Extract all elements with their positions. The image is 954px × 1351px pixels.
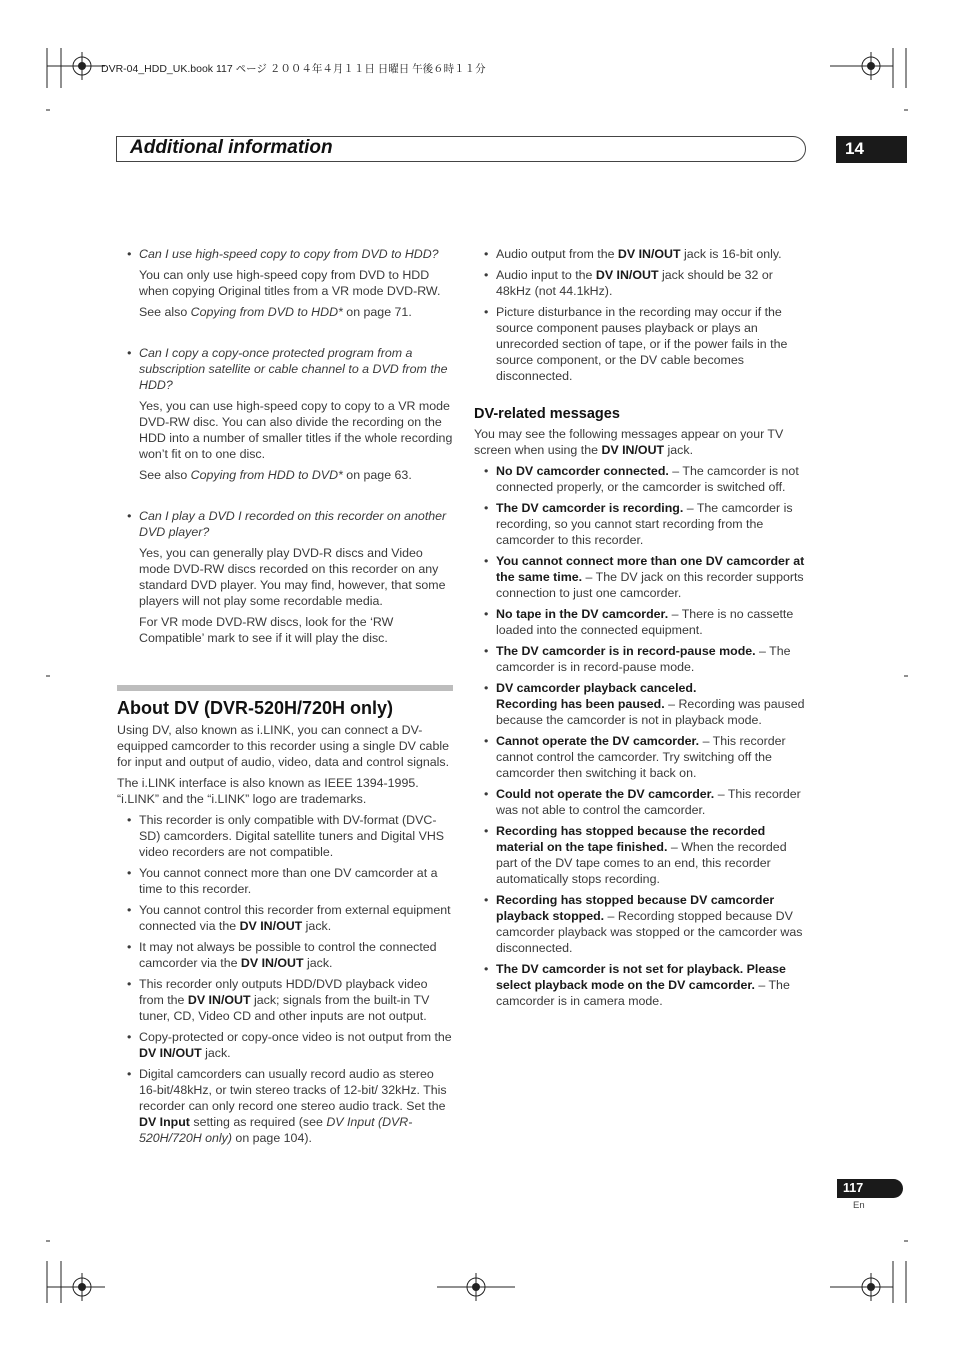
list-item: • This recorder is only compatible with DV-format (DVC-SD) camcorders. Digital satellite tuners and Digital VHS video recorders are not compatible. [117, 812, 453, 860]
message-item: • Recording has stopped because DV camcorder playback stopped. – Recording stopped because DV camcorder playback was stopped or the camcorder was disconnected. [474, 892, 810, 956]
faq-see-also: See also Copying from DVD to HDD* on page 71. [139, 305, 412, 319]
list-item: • Copy-protected or copy-once video is not output from the DV IN/OUT jack. [117, 1029, 453, 1061]
faq-see-also: See also Copying from HDD to DVD* on page 63. [139, 468, 412, 482]
page-number: 117 [837, 1179, 903, 1198]
list-item: • Audio input to the DV IN/OUT jack should be 32 or 48kHz (not 44.1kHz). [474, 267, 810, 299]
chapter-number: 14 [836, 136, 907, 163]
list-item: • You cannot control this recorder from external equipment connected via the DV IN/OUT jack. [117, 902, 453, 934]
right-column [474, 246, 810, 1014]
left-column [117, 246, 453, 1151]
message-item: • The DV camcorder is not set for playback. Please select playback mode on the DV camcorder. – The camcorder is in camera mode. [474, 961, 810, 1009]
section-rule [117, 685, 453, 691]
list-item: • Audio output from the DV IN/OUT jack is 16-bit only. [474, 246, 810, 262]
list-item: • Picture disturbance in the recording may occur if the source component pauses playback or plays an unrecorded section of tape, or if the power fails in the source component, or the DV cable becomes disconnected. [474, 304, 810, 384]
list-item: • This recorder only outputs HDD/DVD playback video from the DV IN/OUT jack; signals from the built-in TV tuner, CD, Video CD and other inputs are not output. [117, 976, 453, 1024]
dv-section-heading: About DV (DVR-520H/720H only) [117, 698, 394, 718]
list-item: • It may not always be possible to control the connected camcorder via the DV IN/OUT jack. [117, 939, 453, 971]
message-item: • Cannot operate the DV camcorder. – This recorder cannot control the camcorder. Try switching off the camcorder then switching it back on. [474, 733, 810, 781]
message-item: • Recording has stopped because the recorded material on the tape finished. – When the recorded part of the DV tape comes to an end, this recorder automatically stops recording. [474, 823, 810, 887]
dv-intro: The i.LINK interface is also known as IEEE 1394-1995. “i.LINK” and the “i.LINK” logo are trademarks. [117, 776, 419, 806]
faq-answer: Yes, you can generally play DVD-R discs and Video mode DVD-RW discs recorded on this recorder on any standard DVD player. You may find, however, that some players will not play some recordable media. [139, 546, 446, 608]
messages-intro: You may see the following messages appear on your TV screen when using the DV IN/OUT jack. [474, 427, 784, 457]
faq-question: • Can I use high-speed copy to copy from DVD to HDD? [117, 246, 453, 262]
faq-question: • Can I copy a copy-once protected program from a subscription satellite or cable channel to a DVD from the HDD? [117, 345, 453, 393]
faq-answer: For VR mode DVD-RW discs, look for the ‘RW Compatible’ mark to see if it will play the disc. [139, 615, 394, 645]
message-item: • No tape in the DV camcorder. – There is no cassette loaded into the connected equipment. [474, 606, 810, 638]
list-item: • Digital camcorders can usually record audio as stereo 16-bit/48kHz, or twin stereo tracks of 12-bit/ 32kHz. This recorder can only record one stereo audio track. Set the DV Input setting as required (see DV Input (DVR-520H/720H only) on page 104). [117, 1066, 453, 1146]
message-item: • DV camcorder playback canceled. Recording has been paused. – Recording was paused because the camcorder is not in playback mode. [474, 680, 810, 728]
message-item: • The DV camcorder is recording. – The camcorder is recording, so you cannot start recording from the camcorder to this recorder. [474, 500, 810, 548]
print-file-info: DVR-04_HDD_UK.book 117 ページ ２００４年４月１１日 日曜日 午後６時１１分 [101, 63, 486, 75]
faq-answer: Yes, you can use high-speed copy to copy to a VR mode DVD-RW disc. You can also divide the recording on the HDD into a number of smaller titles if the whole recording won’t fit on to one disc. [139, 399, 453, 461]
messages-heading: DV-related messages [474, 406, 620, 422]
dv-intro: Using DV, also known as i.LINK, you can connect a DV-equipped camcorder to this recorder using a single DV cable for input and output of audio, video, data and control signals. [117, 723, 450, 769]
messages-list [474, 463, 810, 1009]
message-item: • Could not operate the DV camcorder. – This recorder was not able to control the camcorder. [474, 786, 810, 818]
list-item: • You cannot connect more than one DV camcorder at a time to this recorder. [117, 865, 453, 897]
message-item: • No DV camcorder connected. – The camcorder is not connected properly, or the camcorder is switched off. [474, 463, 810, 495]
faq-question: • Can I play a DVD I recorded on this recorder on another DVD player? [117, 508, 453, 540]
message-item: • The DV camcorder is in record-pause mode. – The camcorder is in record-pause mode. [474, 643, 810, 675]
message-item: • You cannot connect more than one DV camcorder at the same time. – The DV jack on this recorder supports connection to just one camcorder. [474, 553, 810, 601]
faq-answer: You can only use high-speed copy from DVD to HDD when copying Original titles from a VR mode DVD-RW. [139, 268, 441, 298]
section-title: Additional information [130, 137, 333, 158]
language-code: En [853, 1200, 865, 1211]
